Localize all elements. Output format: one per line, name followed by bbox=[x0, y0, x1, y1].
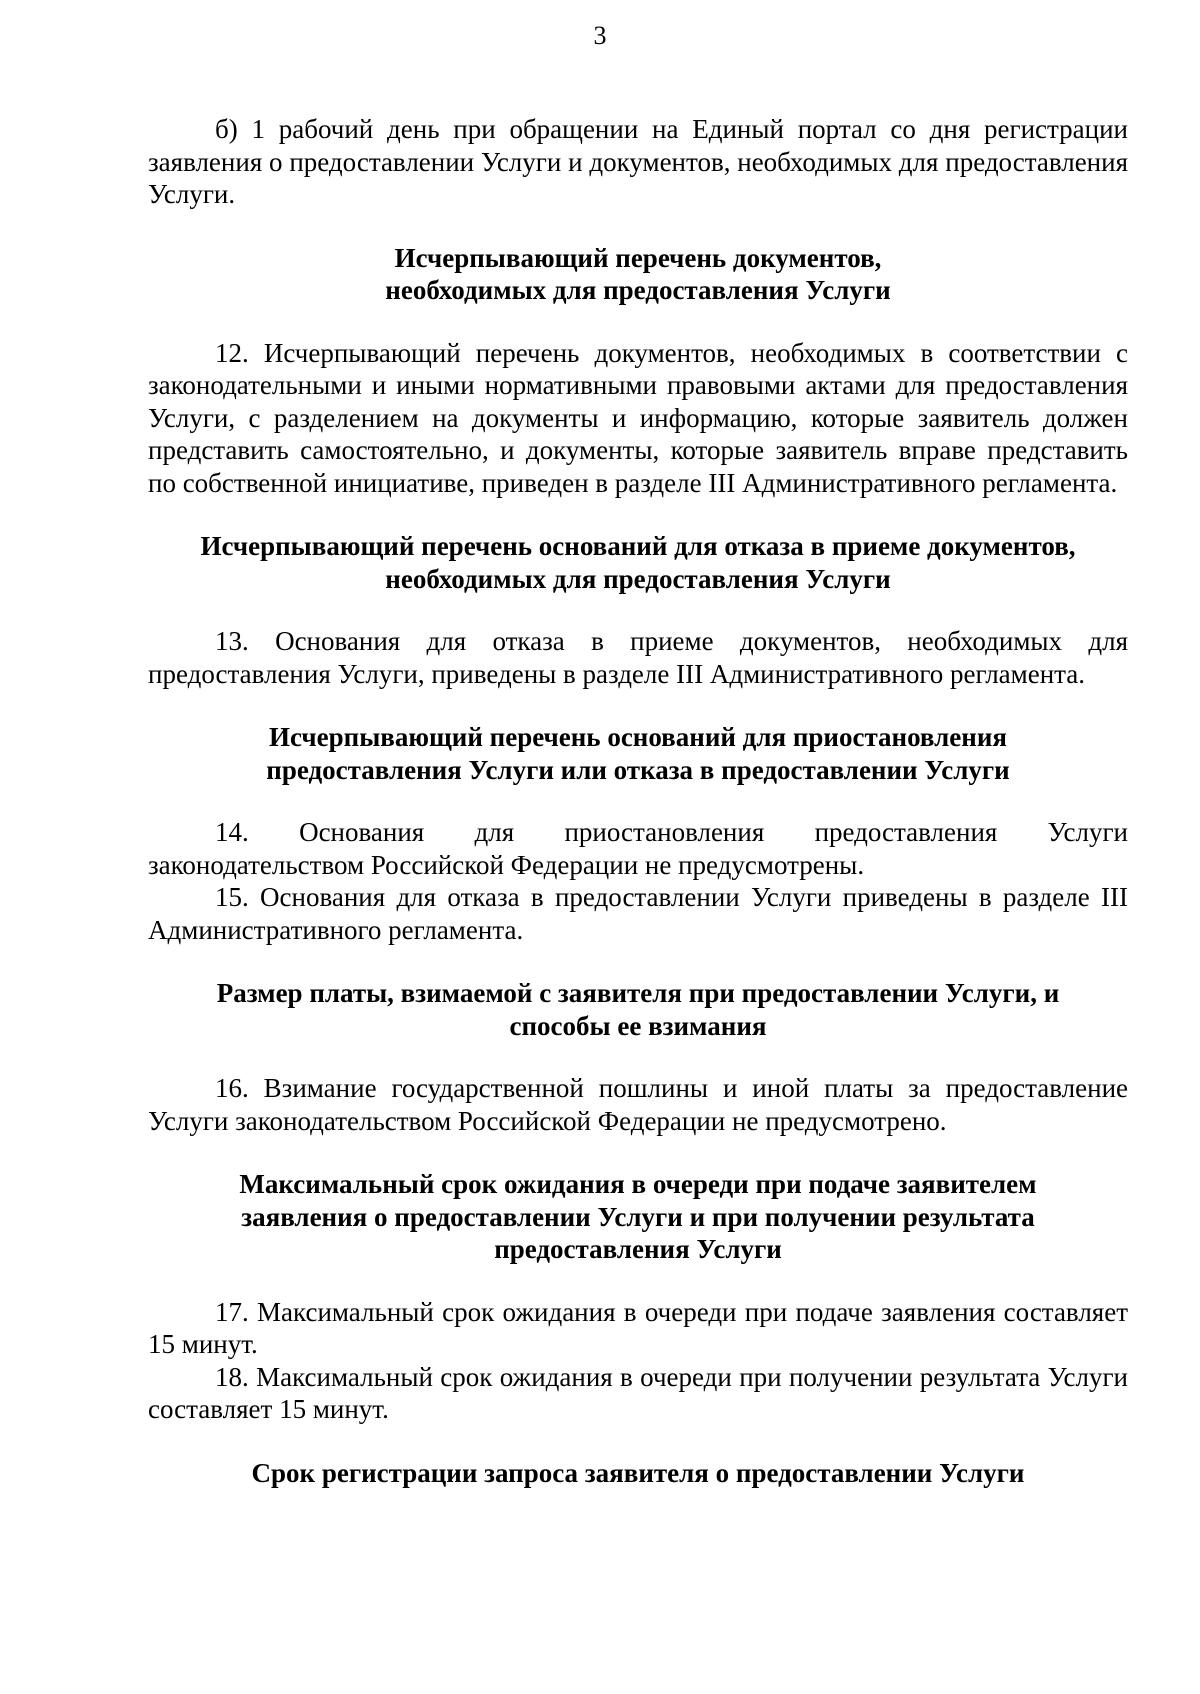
section-heading-documents-list bbox=[148, 242, 1128, 307]
section-heading-waiting-time bbox=[148, 1168, 1128, 1266]
heading-line: Размер платы, взимаемой с заявителя при предоставлении Услуги, и bbox=[216, 978, 1060, 1008]
paragraph-18: 18. Максимальный срок ожидания в очереди при получении результата Услуги составляет 15 минут. bbox=[148, 1361, 1128, 1424]
document-body bbox=[148, 113, 1128, 1489]
heading-line: Исчерпывающий перечень оснований для приостановления bbox=[268, 722, 1008, 752]
heading-line: Исчерпывающий перечень документов, bbox=[394, 242, 882, 273]
paragraph-13: 13. Основания для отказа в приеме документов, необходимых для предоставления Услуги, приведены в разделе III Административного регламента. bbox=[148, 626, 1128, 689]
heading-line: Срок регистрации запроса заявителя о предоставлении Услуги bbox=[251, 1457, 1025, 1488]
page-number: 3 bbox=[593, 21, 607, 50]
paragraph-17: 17. Максимальный срок ожидания в очереди при подаче заявления составляет 15 минут. bbox=[148, 1296, 1128, 1359]
heading-line: Исчерпывающий перечень оснований для отказа в приеме документов, bbox=[200, 531, 1076, 561]
paragraph-14: 14. Основания для приостановления предоставления Услуги законодательством Российской Федерации не предусмотрены. bbox=[148, 817, 1128, 880]
heading-line: Максимальный срок ожидания в очереди при подаче заявителем bbox=[239, 1169, 1037, 1199]
section-heading-refusal-acceptance bbox=[148, 530, 1128, 595]
paragraph-16: 16. Взимание государственной пошлины и иной платы за предоставление Услуги законодательством Российской Федерации не предусмотрено. bbox=[148, 1073, 1128, 1136]
heading-line: способы ее взимания bbox=[509, 1010, 767, 1041]
heading-line: необходимых для предоставления Услуги bbox=[385, 275, 891, 305]
heading-line: заявления о предоставлении Услуги и при получении результата bbox=[241, 1201, 1035, 1232]
section-heading-fee bbox=[148, 977, 1128, 1042]
paragraph-15: 15. Основания для отказа в предоставлении Услуги приведены в разделе III Административного регламента. bbox=[148, 882, 1128, 945]
paragraph-item-b: б) 1 рабочий день при обращении на Единый портал со дня регистрации заявления о предоставлении Услуги и документов, необходимых для предоставления Услуги. bbox=[148, 114, 1128, 209]
heading-line: предоставления Услуги bbox=[494, 1234, 782, 1264]
section-heading-suspension-refusal bbox=[148, 721, 1128, 786]
paragraph-12: 12. Исчерпывающий перечень документов, необходимых в соответствии с законодательными и иными нормативными правовыми актами для предоставления Услуги, с разделением на документы и информацию, которые заявитель должен представить самостоятельно, и документы, которые заявитель вправе представить по собственной инициативе, приведен в разделе III Административного регламента. bbox=[148, 337, 1128, 498]
section-heading-registration-time bbox=[148, 1457, 1128, 1490]
heading-line: предоставления Услуги или отказа в предоставлении Услуги bbox=[266, 754, 1010, 785]
heading-line: необходимых для предоставления Услуги bbox=[385, 563, 891, 594]
